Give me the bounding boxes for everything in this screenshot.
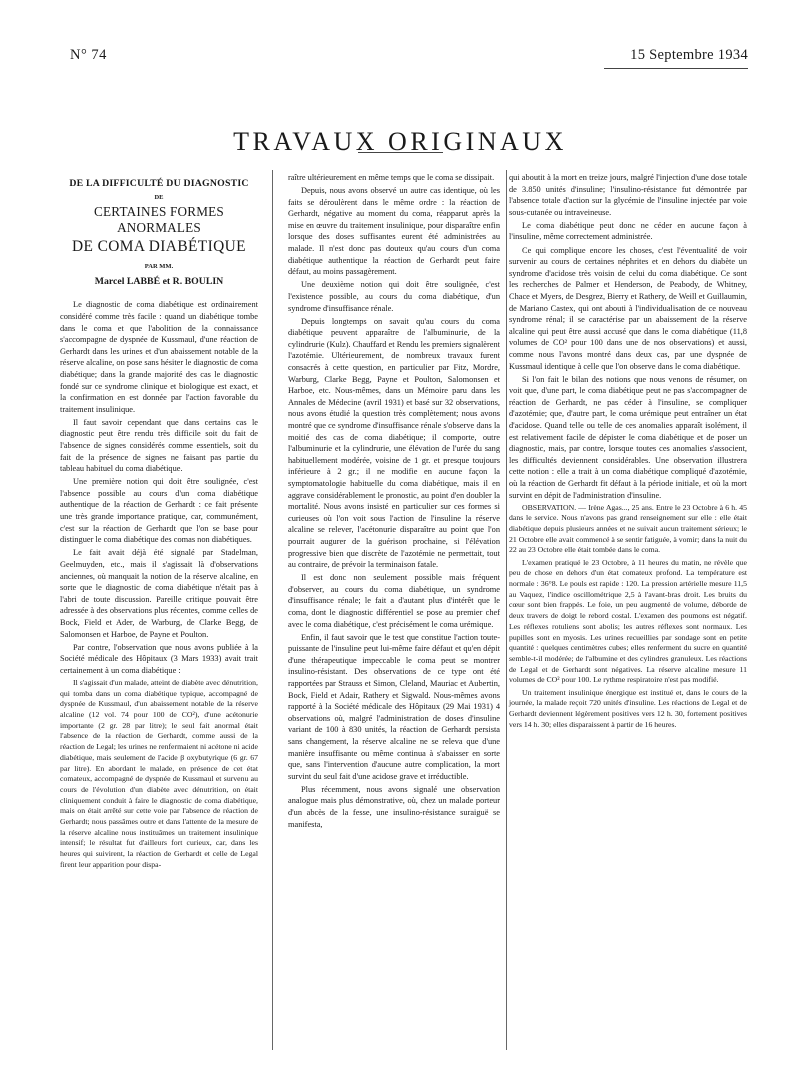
paragraph: raître ultérieurement en même temps que le coma se dissipait. <box>288 173 495 182</box>
paragraph: Par contre, l'observation que nous avons publiée à la Société médicale des Hôpitaux (3 Mars 1933) avait trait certainement à un coma diabétique : <box>60 642 258 675</box>
observation-paragraph: Un traitement insulinique énergique est institué et, dans le cours de la journée, la malade reçoit 720 unités d'insuline. Les réactions de Legal et de Gerhardt deviennent légèrement positives vers 12 h. 30, fortement positives vers 14 h. 30; elles disparaissent à partir de 16 heures. <box>509 687 747 729</box>
paragraph: Le diagnostic de coma diabétique est ordinairement considéré comme très facile : quand un diabétique tombe dans le coma et que l'abolition de la connaissance s'accompagne de dyspnée de Kussmaul, d'une réaction de Gerhardt dans les urines et d'un abaissement notable de la réserve alcaline, on pose sans hésiter le diagnostic de coma diabétique; dans la grande majorité des cas le diagnostic fondé sur ce syndrome clinique et biologique est exact, et la confirmation en est donnée par l'action favorable du traitement insulinique. <box>60 300 258 414</box>
paragraph: Depuis longtemps on savait qu'au cours du coma diabétique peuvent apparaître de l'albuminurie, de la cylindrurie (Kulz). Chauffard et Rendu les premiers signalèrent l'azotémie. Ultérieurement, de nombreux travaux furent consacrés à cette question, en particulier par Fitz, Mordre, Warburg, Clarke Begg, Payne et Poulton, Salomonsen et Harboe, etc. Nous-mêmes, dans un Mémoire paru dans les Annales de Médecine (avril 1931) et basé sur 32 observations, nous avons étudié la question très complètement; nous avons montré que ce syndrome d'insuffisance rénale s'observe dans la moitié des cas de coma diabétique; il comporte, outre l'albuminurie et la cylindrurie, une élévation de l'urée du sang habituellement modérée, voisine de 1 gr. et presque toujours inférieure à 2 gr.; il ne modifie en aucune façon la symptomatologie habituelle du coma diabétique, mais il en aggrave considérablement le pronostic, au point d'en doubler la mortalité. Nous avons insisté en particulier sur ces formes si curieuses où l'on voit sous l'action de l'insuline la réserve alcaline se relever, l'acétonurie disparaître au point que l'on pourrait augurer de la guérison prochaine, si l'élévation progressive bien que discrète de l'azotémie ne permettait, tout au contraire, de prévoir la terminaison fatale. <box>288 316 500 570</box>
column-1 <box>60 178 258 872</box>
header-rule <box>604 68 748 69</box>
observation-paragraph: OBSERVATION. — Irène Agas..., 25 ans. Entre le 23 Octobre à 6 h. 45 dans le service. Nous n'avons pas grand renseignement sur elle : elle était diabétique depuis plusieurs années et ne suivait aucun traitement sérieux; le 21 Octobre elle avait commencé à se sentir fatiguée, à vomir; dans la nuit du 22 au 23 Octobre elle était tombée dans le coma. <box>509 502 747 555</box>
page-date: 15 Septembre 1934 <box>630 47 748 63</box>
column-3 <box>509 172 747 732</box>
paragraph: Il est donc non seulement possible mais fréquent d'observer, au cours du coma diabétique, un syndrome d'insuffisance rénale; le fait a d'autant plus d'intérêt que le coma, dont le diagnostic différentiel se pose au premier chef avec le coma diabétique, c'est précisément le coma urémique. <box>288 573 500 629</box>
observation-paragraph: L'examen pratiqué le 23 Octobre, à 11 heures du matin, ne révèle que peu de chose en dehors d'un état comateux profond. La température est normale : 36°8. Le pouls est rapide : 120. La pression artérielle mesure 11,5 au Vaquez, l'indice oscillométrique 2,5 à l'avant-bras droit. Les bruits du cœur sont bien frappés. Le foie, un peu augmenté de volume, déborde de deux travers de doigt le rebord costal. L'examen des poumons est négatif. Les réflexes rotuliens sont abolis; les autres réflexes sont normaux. Les pupilles sont en myosis. Les urines recueillies par sondage sont en petite quantité : quelques centimètres cubes; elles renferment du sucre en quantité semble-t-il modérée; de l'albumine et des cylindres granuleux. Les réactions de Legal et de Gerhardt sont négatives. La réserve alcaline mesure 11 volumes de CO² pour 100. Le rythme respiratoire n'est pas modifié. <box>509 557 747 685</box>
article-heading <box>60 178 258 287</box>
paragraph: Depuis, nous avons observé un autre cas identique, où les faits se déroulèrent dans le même ordre : la réaction de Gerhardt, négative au moment du coma, réapparut après la mise en œuvre du traitement insulinique, pour disparaître enfin lorsque des doses suffisantes eurent été administrées au malade. Il n'est donc pas douteux qu'au cours d'un coma diabétique authentique la réaction de Gerhardt peut faire défaut, au moins passagèrement. <box>288 186 500 277</box>
article-title-line-3: CERTAINES FORMES ANORMALES <box>94 204 224 236</box>
byline-prefix: PAR MM. <box>144 263 174 271</box>
paragraph: Une première notion qui doit être soulignée, c'est l'absence possible au cours d'un coma diabétique authentique de la réaction de Gerhardt : ce fait présente une très grande importance pratique, car, communément, c'est sur la réaction de Gerhardt que l'on se base pour distinguer le coma diabétique des comas non diabétiques. <box>60 477 258 545</box>
paragraph: Le coma diabétique peut donc ne céder en aucune façon à l'insuline, même correctement administrée. <box>509 220 747 242</box>
page-number: N° 74 <box>70 47 107 63</box>
column-rule-2 <box>506 170 507 1050</box>
paragraph: Le fait avait déjà été signalé par Stadelman, Geelmuyden, etc., mais il s'agissait là d'observations anciennes, où manquait la notion de la réserve alcaline, en sorte que le diagnostic de coma diabétique n'était pas à l'abri de toute discussion. Pareille critique pouvait être adressée à des observations plus récentes, comme celles de Bock, Field et Ader, de Warburg, de Clarke Begg, de Salomonsen et Harboe, de Payne et Poulton. <box>60 548 258 639</box>
column-2 <box>288 172 500 832</box>
paragraph: Ce qui complique encore les choses, c'est l'éventualité de voir survenir au cours de certaines néphrites et en dehors du diabète un syndrome d'acidose très voisin de celui du coma diabétique. Ce sont les recherches de Palmer et Henderson, de Peabody, de Whitney, Chace et Myers, de Desgrez, Bierry et Rathery, de Weill et Guillaumin, de Mariano Castex, qui ont abouti à l'individualisation de ce nouveau syndrome rénal; il se caractérise par un abaissement de la réserve alcaline qui peut être aussi accusé que dans le coma diabétique (11,8 volumes de CO² pour 100 dans une de nos observations) et aussi, comme nous l'avons montré dans deux cas, par une dyspnée de Kussmaul identique à celle que l'on observe dans le coma diabétique. <box>509 245 747 371</box>
case-paragraph: Il s'agissait d'un malade, atteint de diabète avec dénutrition, qui tomba dans un coma diabétique typique, accompagné de dyspnée de Kussmaul, d'un abaissement notable de la réserve alcaline (12 vol. 74 pour 100 de CO²), d'une acétonurie importante (2 gr. 28 par litre); le seul fait anormal était l'absence de la réaction de Gerhardt, comme aussi de la réaction de Legal; les urines ne renfermaient ni acétone ni acide diabétique, mais seulement de l'acide β oxybutyrique (6 gr. 67 par litre). En abordant le malade, en présence de cet état comateux, accompagné de dyspnée de Kussmaul et survenu au cours de l'évolution d'un diabète avec dénutrition, on était cliniquement conduit à faire le diagnostic de coma diabétique, mais on était arrêté sur cette voie par l'absence de réaction de Gerhardt; nous passâmes outre et dans l'attente de la mesure de la réserve alcaline nous instituâmes un traitement insulinique intensif; le résultat fut d'ailleurs fort curieux, car, dans les heures qui suivirent, la réaction de Gerhardt et celle de Legal firent leur apparition pour dispa- <box>60 677 258 869</box>
paragraph: qui aboutit à la mort en treize jours, malgré l'injection d'une dose totale de 3.850 unités d'insuline; l'insulino-résistance fut démontrée par l'absence totale d'action sur la glycémie de l'insuline injectée par voie sous-cutanée ou intraveineuse. <box>509 173 747 217</box>
paragraph: Une deuxième notion qui doit être soulignée, c'est l'existence possible, au cours du coma diabétique, d'un syndrome d'insuffisance rénale. <box>288 280 500 313</box>
section-title: TRAVAUX ORIGINAUX <box>233 127 567 157</box>
article-title-line-2: DE <box>154 193 164 201</box>
paragraph: Plus récemment, nous avons signalé une observation analogue mais plus démonstrative, où, chez un malade porteur d'un abcès de la fesse, une insulino-résistance suraiguë se manifesta, <box>288 784 500 829</box>
paragraph: Enfin, il faut savoir que le test que constitue l'action toute-puissante de l'insuline peut lui-même faire défaut et qu'en dépit d'une thérapeutique impeccable le coma peut se montrer insulino-résistant. Des observations de ce type ont été rapportées par Strauss et Simon, Cleland, Mauriac et Aubertin, Bock, Field et Adair, Rathery et Sigwald. Nous-mêmes avons rapporté à la Société médicale des Hôpitaux (29 Mai 1931) 4 observations où, malgré l'administration de doses d'insuline variant de 100 à 830 unités, la réaction de Gerhardt persista sans changement, la réserve alcaline ne se releva que d'une manière insuffisante ou même continua à s'abaisser en sorte que, sans l'intervention d'aucune autre complication, la mort survint du seul fait d'une acidose grave et irréductible. <box>288 632 500 781</box>
title-rule <box>358 152 443 153</box>
column-rule-1 <box>272 170 273 1050</box>
paragraph: Il faut savoir cependant que dans certains cas le diagnostic peut être rendu très difficile soit du fait de l'absence de signes considérés comme essentiels, soit du fait de la présence de signes ne faisant pas partie du tableau habituel du coma diabétique. <box>60 417 258 474</box>
authors: Marcel LABBÉ et R. BOULIN <box>94 275 224 287</box>
paragraph: Si l'on fait le bilan des notions que nous venons de résumer, on voit que, d'une part, le coma diabétique peut ne pas s'accompagner de réaction de Gerhardt, ne pas céder à l'insuline, se compliquer d'azotémie; que, d'autre part, le coma urémique peut entraîner un état d'acidose. Quand telle ou telle de ces anomalies apparaît isolément, il est relativement facile de dépister le coma diabétique et de poser un diagnostic, mais, par contre, lorsque toutes ces anomalies s'associent, les difficultés deviennent considérables. Une observation illustrera cette notion : elle a trait à un coma diabétique compliqué d'azotémie, où la réaction de Gerhardt fit défaut à la période initiale, et où la mort survint en dépit de l'administration d'insuline. <box>509 374 747 500</box>
article-title-line-1: DE LA DIFFICULTÉ DU DIAGNOSTIC <box>69 178 249 189</box>
article-title-line-4: DE COMA DIABÉTIQUE <box>72 238 246 256</box>
